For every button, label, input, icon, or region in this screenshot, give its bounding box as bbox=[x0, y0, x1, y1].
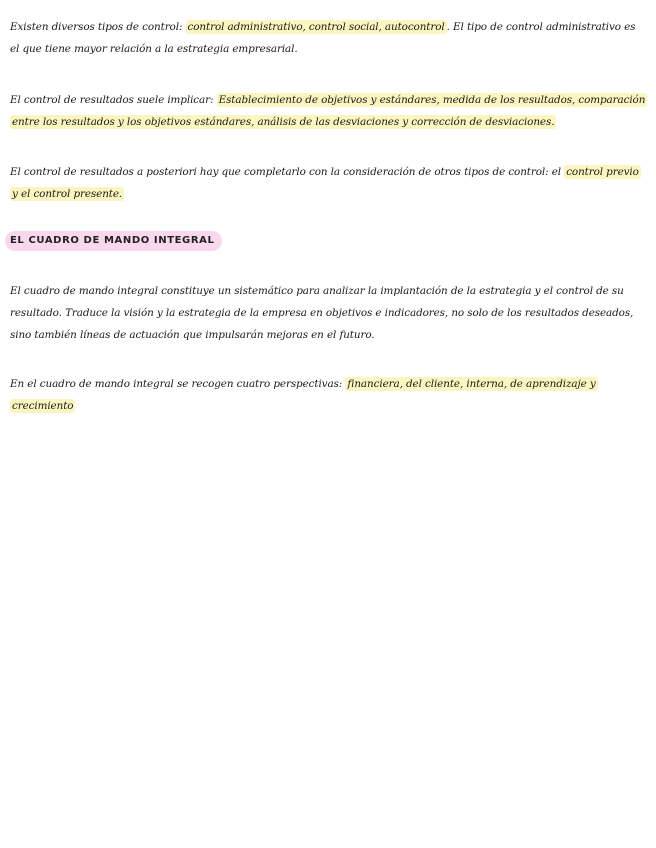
highlighted-text: Establecimiento de objetivos y estándares, medida de los resultados, comparación entre los resultados y los objetivos estándares, análisis de las desviaciones y corrección de desviaciones. bbox=[12, 94, 646, 128]
paragraph-text: El cuadro de mando integral constituye un sistemático para analizar la implantación de la estrategia y el control de su resultado. Traduce la visión y la estrategia de la empresa en objetivos e indicadores, no solo de los resultados deseados, sino también líneas de actuación que impulsarán mejoras en el futuro. bbox=[10, 285, 634, 341]
paragraph-text: Existen diversos tipos de control: bbox=[10, 21, 186, 33]
paragraph-text: El control de resultados suele implicar: bbox=[10, 94, 217, 106]
paragraph-results-control bbox=[10, 89, 646, 133]
paragraph-text: . El tipo de control administrativo es el que tiene mayor relación a la estrategia empresarial. bbox=[10, 21, 636, 55]
paragraph-control-types bbox=[10, 16, 646, 60]
highlighted-text: financiera, del cliente, interna, de aprendizaje y crecimiento bbox=[12, 378, 596, 412]
paragraph-cmi-definition bbox=[10, 280, 646, 346]
highlighted-text: control administrativo, control social, autocontrol bbox=[187, 21, 445, 33]
paragraph-a-posteriori bbox=[10, 161, 646, 205]
section-heading: EL CUADRO DE MANDO INTEGRAL bbox=[5, 231, 222, 251]
paragraph-text: En el cuadro de mando integral se recogen cuatro perspectivas: bbox=[10, 378, 346, 390]
paragraph-text: El control de resultados a posteriori hay que completarlo con la consideración de otros tipos de control: el bbox=[10, 166, 565, 178]
highlighted-text: control previo y el control presente. bbox=[12, 166, 639, 200]
paragraph-perspectives bbox=[10, 373, 646, 417]
